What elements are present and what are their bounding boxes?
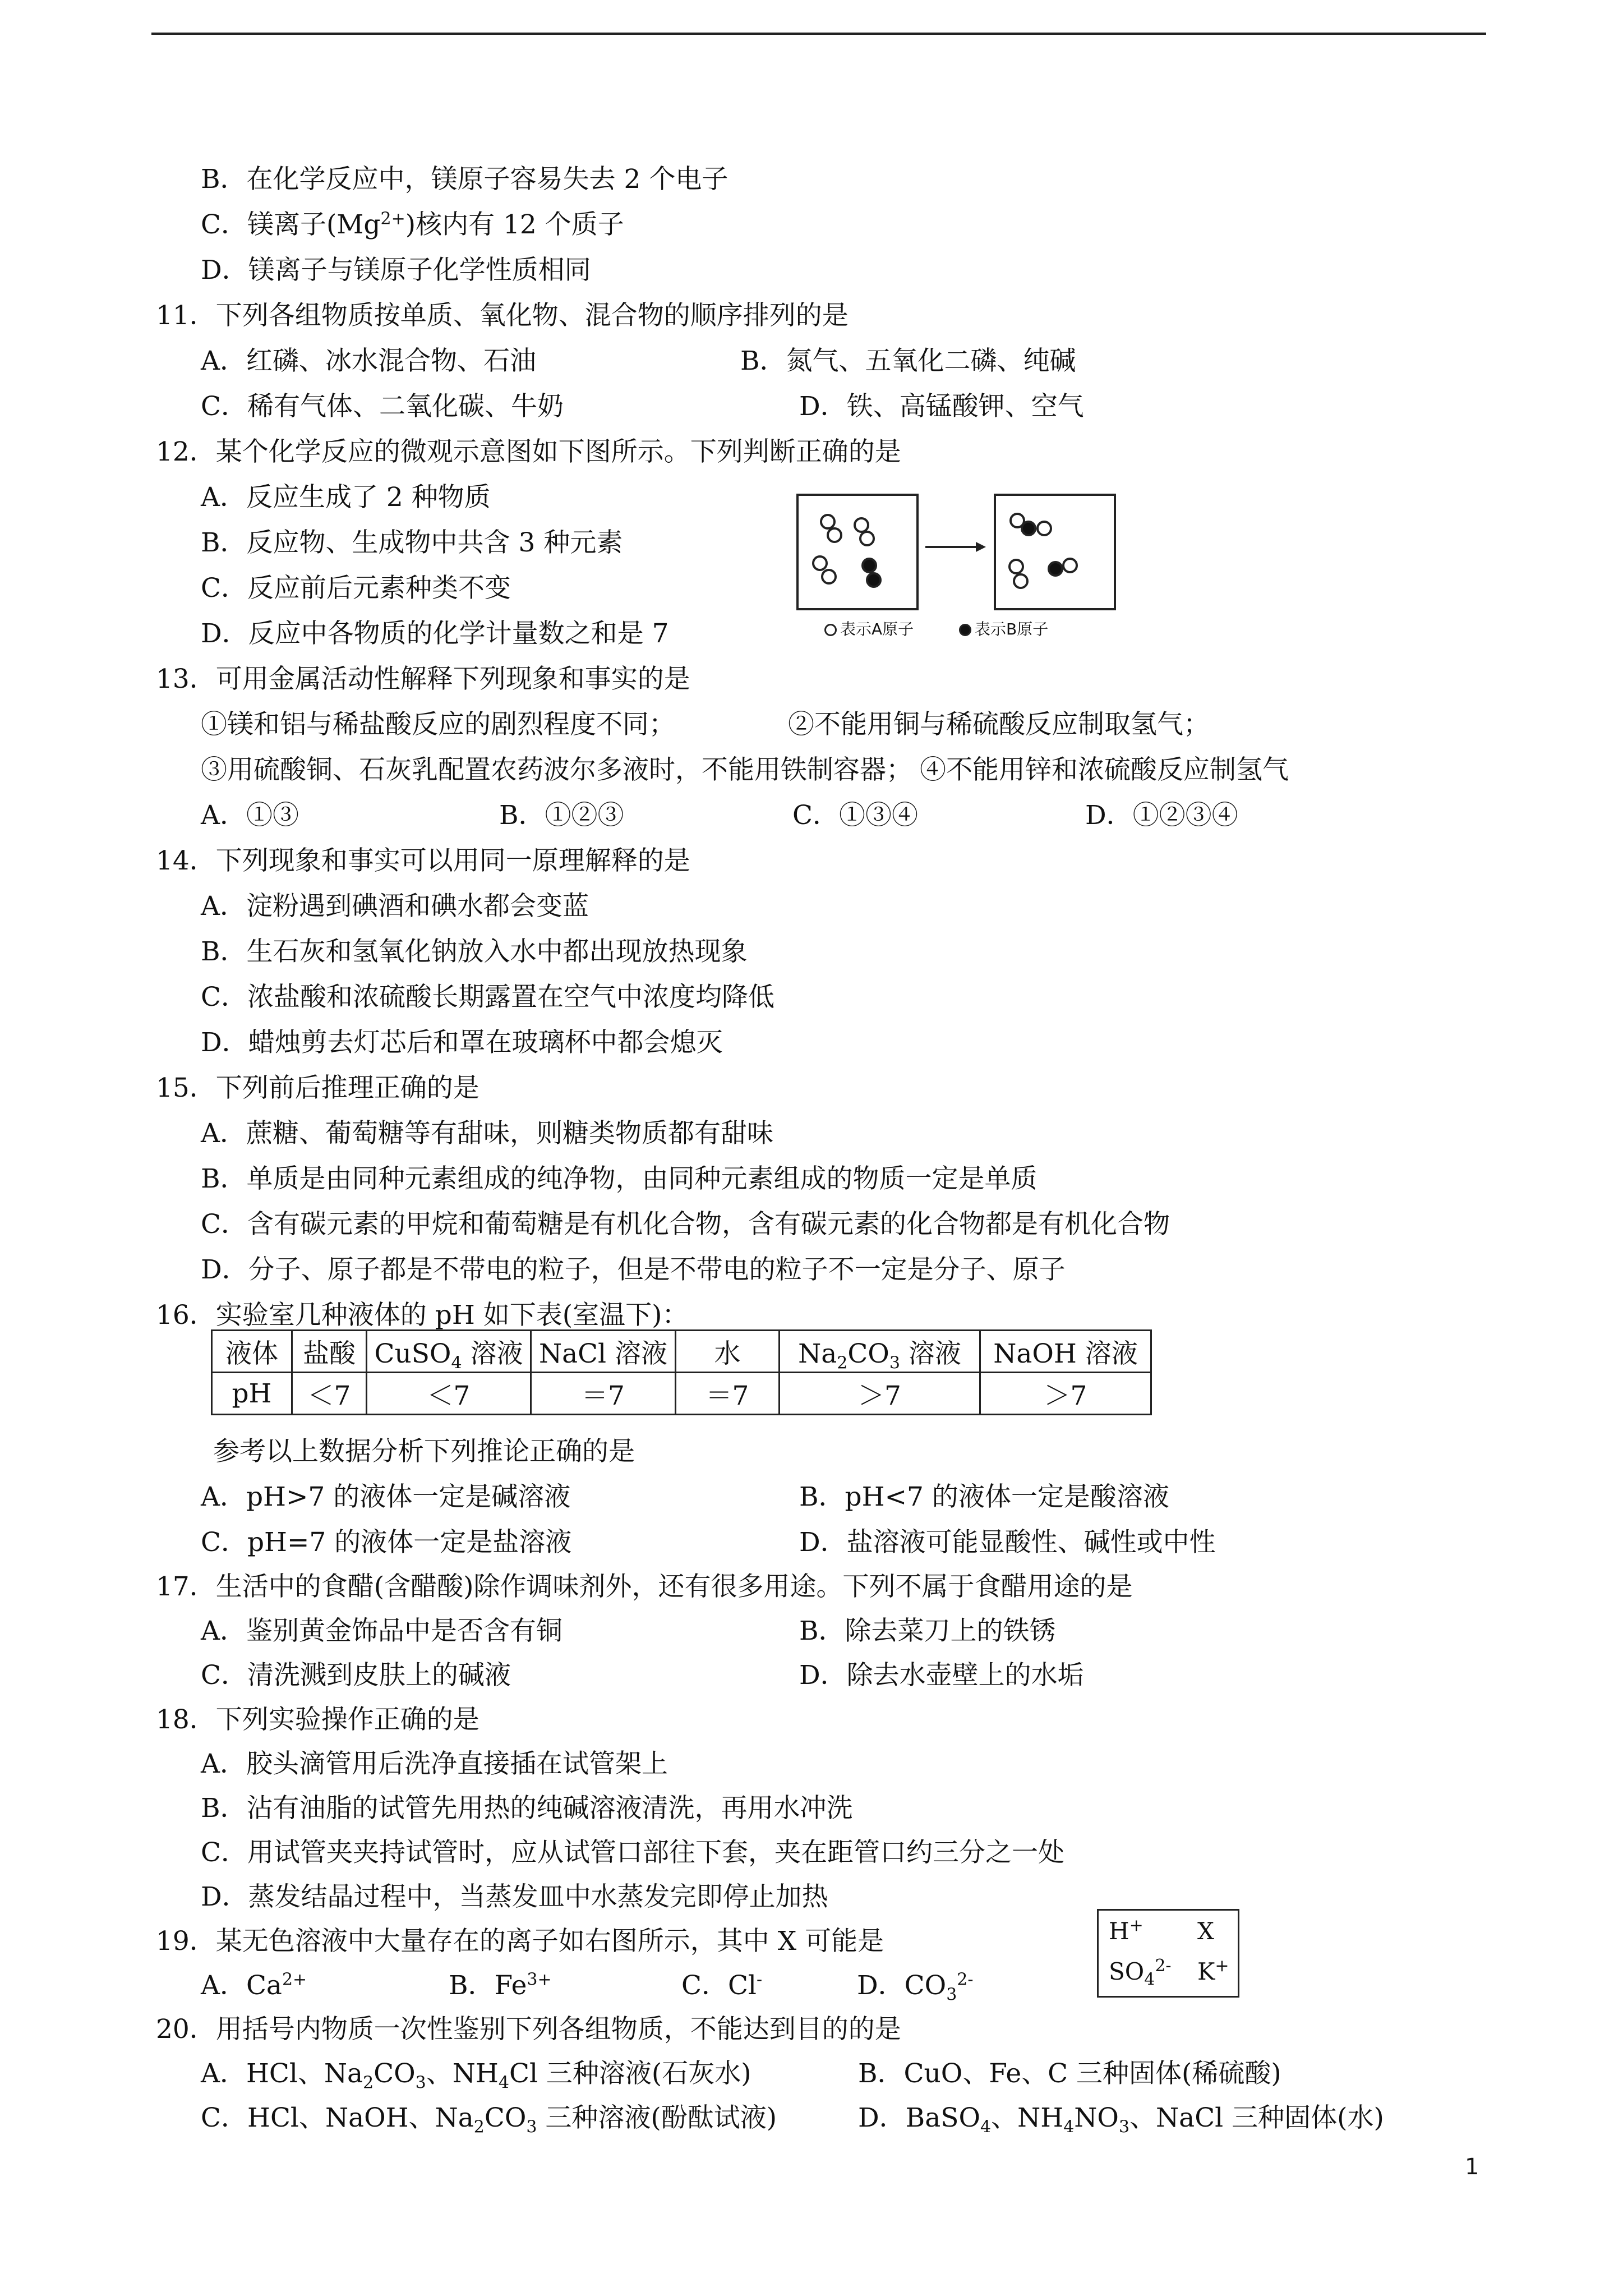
q20-stem: 20．用括号内物质一次性鉴别下列各组物质，不能达到目的的是 bbox=[156, 2014, 901, 2045]
q20-option-a: A．HCl、$Na_2CO_3$、$NH_4Cl$ 三种溶液(石灰水) bbox=[201, 2058, 751, 2093]
atom-a bbox=[812, 555, 828, 571]
table-cell: pH bbox=[212, 1373, 292, 1415]
q19-stem: 19．某无色溶液中大量存在的离子如右图所示，其中 X 可能是 bbox=[156, 1926, 884, 1957]
q16-stem: 16．实验室几种液体的 pH 如下表(室温下)： bbox=[156, 1300, 689, 1331]
table-row bbox=[212, 1373, 1151, 1415]
q19-option-a: A．$Ca^{2+}$ bbox=[201, 1970, 307, 2001]
q14-option-a: A．淀粉遇到碘酒和碘水都会变蓝 bbox=[201, 891, 589, 922]
q16-option-c: C．pH=7 的液体一定是盐溶液 bbox=[201, 1527, 572, 1558]
q18-option-d: D．蒸发结晶过程中，当蒸发皿中水蒸发完即停止加热 bbox=[201, 1881, 828, 1912]
table-cell: NaCl 溶液 bbox=[531, 1331, 676, 1373]
q17-stem: 17．生活中的食醋(含醋酸)除作调味剂外，还有很多用途。下列不属于食醋用途的是 bbox=[156, 1571, 1133, 1602]
q13-statement-1: ①镁和铝与稀盐酸反应的剧烈程度不同； bbox=[201, 709, 675, 740]
q16-option-b: B．pH<7 的液体一定是酸溶液 bbox=[799, 1481, 1169, 1512]
table-row bbox=[212, 1331, 1151, 1373]
q18-option-b: B．沾有油脂的试管先用热的纯碱溶液清洗，再用水冲洗 bbox=[201, 1793, 853, 1824]
ion-k: K+ bbox=[1197, 1956, 1229, 1985]
q18-option-a: A．胶头滴管用后洗净直接插在试管架上 bbox=[201, 1749, 668, 1779]
q17-option-d: D．除去水壶壁上的水垢 bbox=[799, 1660, 1084, 1691]
q15-option-c: C．含有碳元素的甲烷和葡萄糖是有机化合物，含有碳元素的化合物都是有机化合物 bbox=[201, 1209, 1170, 1240]
ion-h: H+ bbox=[1109, 1916, 1144, 1945]
table-cell: NaOH 溶液 bbox=[980, 1331, 1151, 1373]
table-cell: 盐酸 bbox=[292, 1331, 367, 1373]
ph-table bbox=[211, 1329, 1152, 1415]
table-cell: CuSO$_4$ 溶液 bbox=[367, 1331, 531, 1373]
q13-statement-2: ②不能用铜与稀硫酸反应制取氢气； bbox=[788, 709, 1210, 740]
atom-b bbox=[861, 558, 877, 573]
q15-option-a: A．蔗糖、葡萄糖等有甜味，则糖类物质都有甜味 bbox=[201, 1118, 773, 1149]
q14-stem: 14．下列现象和事实可以用同一原理解释的是 bbox=[156, 845, 690, 876]
q11-stem: 11．下列各组物质按单质、氧化物、混合物的顺序排列的是 bbox=[156, 300, 849, 331]
q20-option-d: D．BaSO$_4$、$NH_4NO_3$、NaCl 三种固体(水) bbox=[858, 2102, 1384, 2137]
reaction-diagram bbox=[796, 494, 1088, 645]
q17-option-b: B．除去菜刀上的铁锈 bbox=[799, 1616, 1056, 1646]
ion-box bbox=[1097, 1909, 1239, 1998]
q11-option-a: A．红磷、冰水混合物、石油 bbox=[201, 346, 536, 376]
header-rule bbox=[151, 33, 1486, 35]
atom-a bbox=[1062, 558, 1078, 573]
legend-b: 表示B原子 bbox=[959, 620, 1048, 639]
q10-option-b: B．在化学反应中，镁原子容易失去 2 个电子 bbox=[201, 164, 728, 195]
q16-option-a: A．pH>7 的液体一定是碱溶液 bbox=[201, 1481, 571, 1512]
q11-option-d: D．铁、高锰酸钾、空气 bbox=[799, 391, 1084, 422]
q13-statement-4: ④不能用锌和浓硫酸反应制氢气 bbox=[920, 754, 1289, 785]
q15-option-d: D．分子、原子都是不带电的粒子，但是不带电的粒子不一定是分子、原子 bbox=[201, 1254, 1066, 1285]
q13-stem: 13．可用金属活动性解释下列现象和事实的是 bbox=[156, 664, 690, 694]
q15-option-b: B．单质是由同种元素组成的纯净物，由同种元素组成的物质一定是单质 bbox=[201, 1163, 1038, 1194]
q13-option-d: D．①②③④ bbox=[1085, 800, 1238, 831]
q19-option-c: C．Cl- bbox=[681, 1970, 763, 2001]
table-cell: ＜7 bbox=[292, 1373, 367, 1415]
q12-option-d: D．反应中各物质的化学计量数之和是 7 bbox=[201, 618, 669, 649]
reaction-arrow bbox=[925, 539, 987, 555]
ion-x: X bbox=[1197, 1917, 1214, 1945]
q12-stem: 12．某个化学反应的微观示意图如下图所示。下列判断正确的是 bbox=[156, 436, 901, 467]
q12-option-a: A．反应生成了 2 种物质 bbox=[201, 482, 491, 513]
atom-a bbox=[821, 569, 837, 585]
atom-a bbox=[859, 531, 875, 546]
table-cell: ＞7 bbox=[980, 1373, 1151, 1415]
reactant-box bbox=[796, 494, 919, 610]
atom-a bbox=[1008, 559, 1024, 574]
q15-stem: 15．下列前后推理正确的是 bbox=[156, 1073, 479, 1103]
table-cell: ＝7 bbox=[676, 1373, 780, 1415]
q20-option-b: B．CuO、Fe、C 三种固体(稀硫酸) bbox=[858, 2058, 1281, 2089]
q13-option-b: B．①②③ bbox=[499, 800, 624, 831]
q17-option-c: C．清洗溅到皮肤上的碱液 bbox=[201, 1660, 511, 1691]
atom-b bbox=[866, 572, 882, 588]
q13-statement-3: ③用硫酸铜、石灰乳配置农药波尔多液时，不能用铁制容器； bbox=[201, 754, 912, 785]
atom-a bbox=[1013, 573, 1029, 589]
q12-option-c: C．反应前后元素种类不变 bbox=[201, 573, 511, 604]
q18-stem: 18．下列实验操作正确的是 bbox=[156, 1704, 479, 1735]
legend-a: 表示A原子 bbox=[824, 620, 914, 639]
q12-option-b: B．反应物、生成物中共含 3 种元素 bbox=[201, 527, 623, 558]
atom-b bbox=[1048, 561, 1063, 577]
table-cell: 水 bbox=[676, 1331, 780, 1373]
q14-option-c: C．浓盐酸和浓硫酸长期露置在空气中浓度均降低 bbox=[201, 982, 774, 1013]
product-box bbox=[994, 494, 1116, 610]
table-cell: ＝7 bbox=[531, 1373, 676, 1415]
atom-b bbox=[1021, 521, 1036, 536]
q19-option-b: B．$Fe^{3+}$ bbox=[449, 1970, 552, 2001]
q11-option-b: B．氮气、五氧化二磷、纯碱 bbox=[740, 346, 1076, 376]
atom-a bbox=[1036, 521, 1052, 536]
q19-option-d: D．$CO_3^{2-}$ bbox=[857, 1970, 974, 2005]
q10-option-c: C．镁离子$(Mg^{2+})$核内有 12 个质子 bbox=[201, 209, 624, 240]
q13-option-c: C．①③④ bbox=[792, 800, 918, 831]
empty-circle-icon bbox=[824, 624, 837, 636]
table-cell: ＜7 bbox=[367, 1373, 531, 1415]
q16-option-d: D．盐溶液可能显酸性、碱性或中性 bbox=[799, 1527, 1216, 1558]
table-cell: ＞7 bbox=[780, 1373, 980, 1415]
q13-option-a: A．①③ bbox=[201, 800, 299, 831]
filled-circle-icon bbox=[959, 624, 971, 636]
page-number: 1 bbox=[1465, 2154, 1479, 2180]
q17-option-a: A．鉴别黄金饰品中是否含有铜 bbox=[201, 1616, 562, 1646]
ion-so4: $SO_4^{2-}$ bbox=[1109, 1956, 1172, 1990]
q16-note: 参考以上数据分析下列推论正确的是 bbox=[213, 1436, 635, 1467]
q11-option-c: C．稀有气体、二氧化碳、牛奶 bbox=[201, 391, 564, 422]
q14-option-b: B．生石灰和氢氧化钠放入水中都出现放热现象 bbox=[201, 936, 748, 967]
q20-option-c: C．HCl、NaOH、$Na_2CO_3$ 三种溶液(酚酞试液) bbox=[201, 2102, 777, 2137]
q18-option-c: C．用试管夹夹持试管时，应从试管口部往下套，夹在距管口约三分之一处 bbox=[201, 1837, 1064, 1868]
q10-option-d: D．镁离子与镁原子化学性质相同 bbox=[201, 255, 591, 286]
table-cell: $Na_2CO_3$ 溶液 bbox=[780, 1331, 980, 1373]
table-cell: 液体 bbox=[212, 1331, 292, 1373]
q14-option-d: D．蜡烛剪去灯芯后和罩在玻璃杯中都会熄灭 bbox=[201, 1027, 723, 1058]
atom-a bbox=[827, 527, 842, 543]
